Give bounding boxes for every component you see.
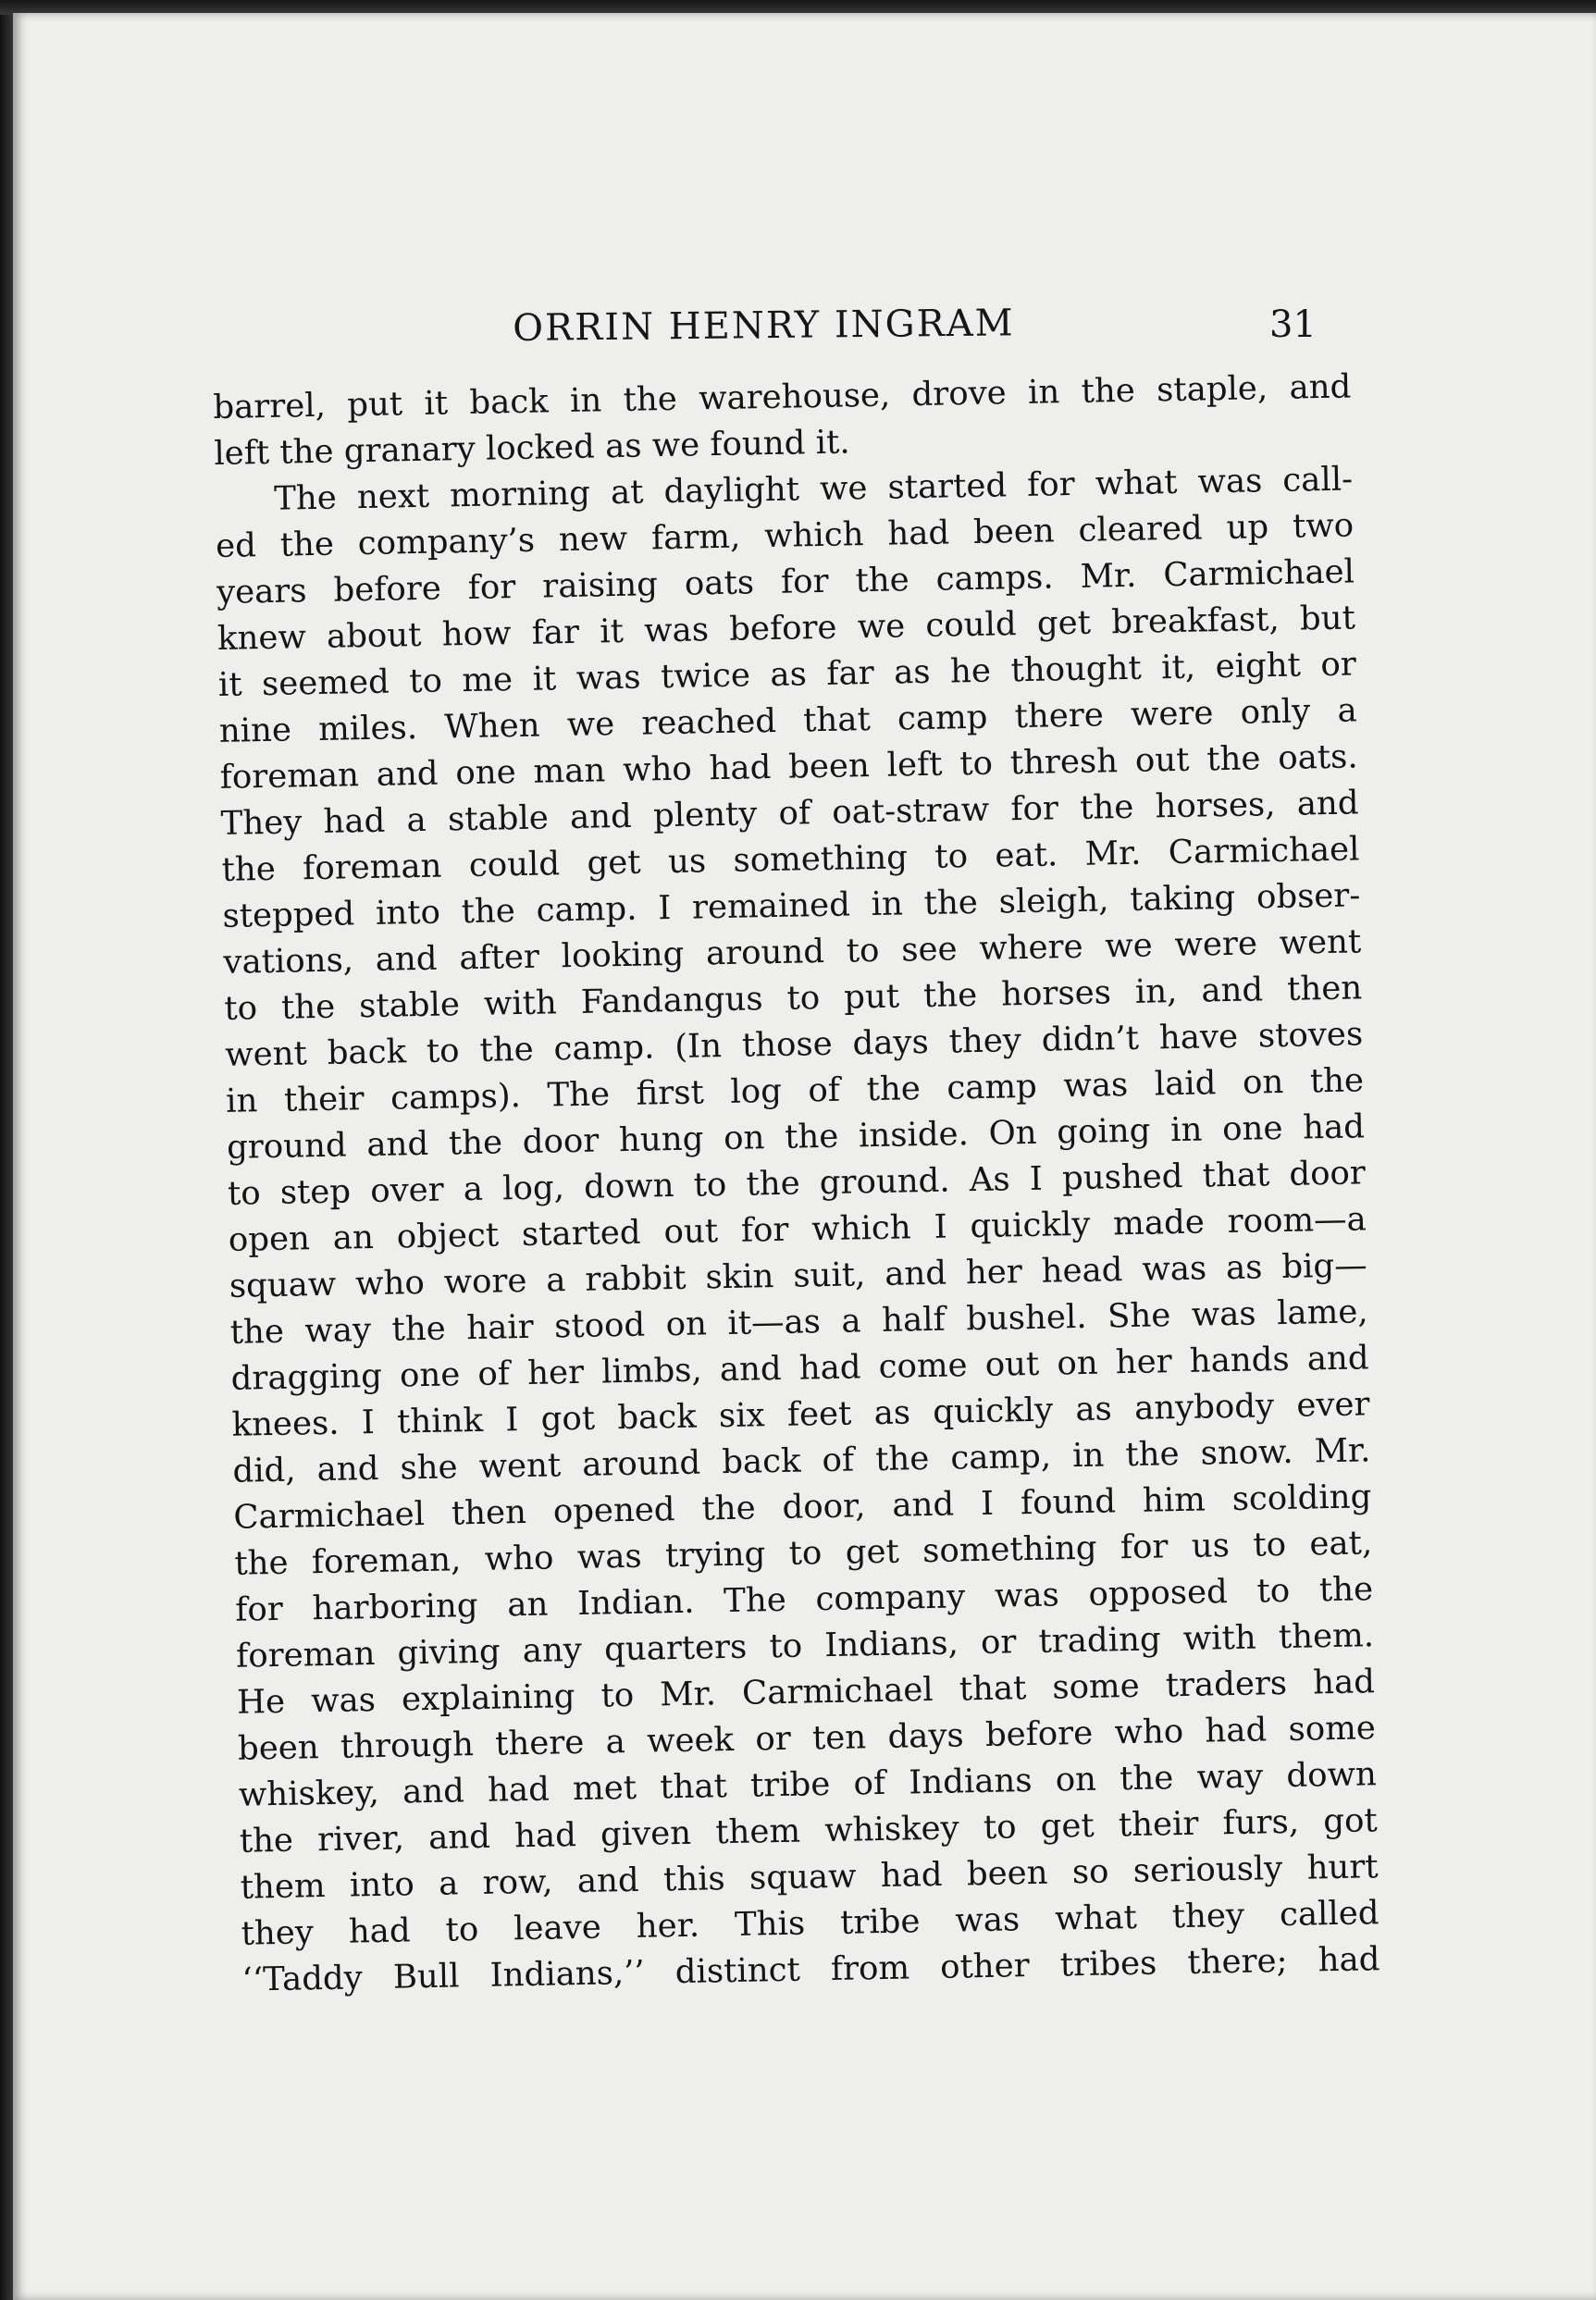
page-number: 31 [1269,303,1317,346]
text-line: stepped into the camp. I remained in the sleigh, taking obser- [222,876,1361,935]
text-line: to the stable with Fandangus to put the horses in, and then [223,969,1363,1028]
text-line: barrel, put it back in the warehouse, drove in the staple, and [213,367,1352,427]
text-line: He was explaining to Mr. Carmichael that some traders had [236,1663,1376,1722]
text-line: the river, and had given them whiskey to get their furs, got [239,1801,1379,1861]
text-line: years before for raising oats for the camps. Mr. Carmichael [216,552,1355,612]
text-line: went back to the camp. (In those days they didn’t have stoves [224,1015,1364,1074]
text-line: the foreman, who was trying to get something for us to eat, [233,1524,1373,1583]
paragraph-start-line: The next morning at daylight we started for what was call- [273,460,1354,518]
text-line: them into a row, and this squaw had been so seriously hurt [240,1848,1379,1907]
running-title: ORRIN HENRY INGRAM [513,302,1015,350]
book-page [13,13,1596,2300]
text-line: open an object started out for which I quickly made room—a [228,1200,1367,1259]
text-line: foreman and one man who had been left to thresh out the oats. [219,737,1358,797]
text-line: squaw who wore a rabbit skin suit, and her head was as big— [229,1246,1368,1305]
text-line: knew about how far it was before we could get breakfast, but [217,599,1356,658]
text-line: in their camps). The first log of the camp was laid on the [225,1061,1365,1120]
text-line: to step over a log, down to the ground. As I pushed that door [227,1154,1367,1213]
text-line: they had to leave her. This tribe was what they called [241,1894,1379,1953]
text-line: Carmichael then opened the door, and I found him scolding [233,1478,1372,1537]
text-line: vations, and after looking around to see where we were went [223,922,1362,982]
text-line: They had a stable and plenty of oat-straw for the horses, and [220,784,1359,843]
body-text [213,364,1380,2003]
text-line: left the granary locked as we found it. [213,423,850,473]
text-line: foreman giving any quarters to Indians, or trading with them. [235,1616,1375,1676]
text-line: ed the company’s new farm, which had been cleared up two [215,506,1355,565]
text-line: the way the hair stood on it—as a half bushel. She was lame, [229,1292,1368,1352]
text-line: it seemed to me it was twice as far as he thought it, eight or [217,645,1357,704]
text-line: ground and the door hung on the inside. On going in one had [226,1107,1366,1167]
text-line: the foreman could get us something to eat. Mr. Carmichael [221,830,1360,889]
text-line: did, and she went around back of the camp, in the snow. Mr. [232,1431,1371,1490]
text-line: whiskey, and had met that tribe of Indians on the way down [238,1755,1378,1814]
text-line: been through there a week or ten days before who had some [237,1709,1377,1768]
text-line: knees. I think I got back six feet as quickly as anybody ever [231,1385,1370,1444]
text-line: dragging one of her limbs, and had come out on her hands and [230,1339,1369,1398]
text-line: ‘‘Taddy Bull Indians,’’ distinct from other tribes there; had [241,1940,1380,1999]
text-line: nine miles. When we reached that camp there were only a [218,691,1358,750]
text-line: for harboring an Indian. The company was opposed to the [234,1570,1374,1629]
